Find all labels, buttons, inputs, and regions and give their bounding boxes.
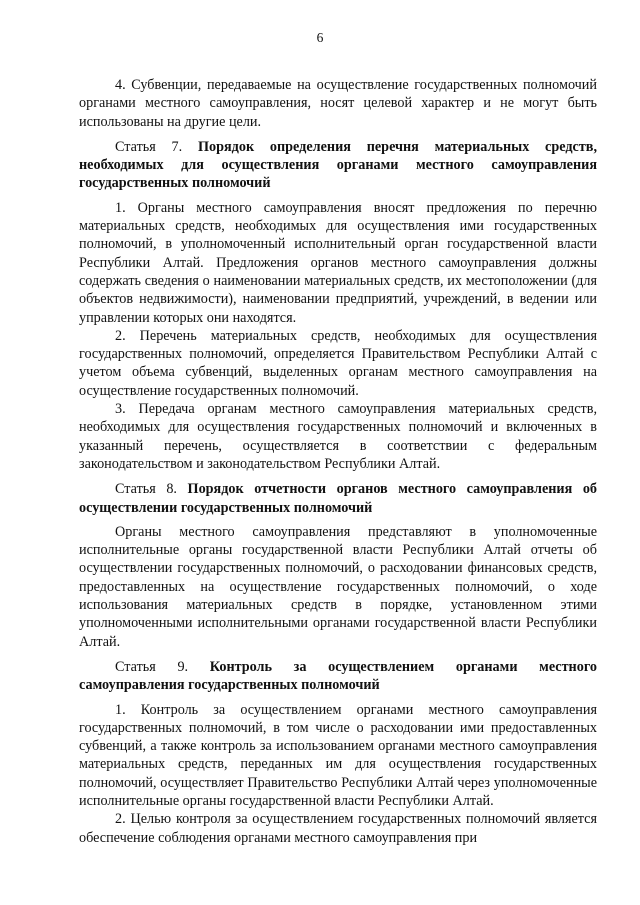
document-body (79, 76, 597, 847)
article-7-paragraph-2: 2. Перечень материальных средств, необходимых для осуществления государственных полномочий, определяется Правительством Республики Алтай с учетом объема субвенций, выделенных органам местного самоуправления на осуществление государственных полномочий. (79, 327, 597, 399)
article-9-heading (79, 658, 597, 695)
article-7-paragraph-1: 1. Органы местного самоуправления вносят предложения по перечню материальных средств, необходимых для осуществления ими государственных полномочий, в уполномоченный исполнительный орган государственной власти Республики Алтай. Предложения органов местного самоуправления должны содержать сведения о наименовании материальных средств, их местоположении (для объектов недвижимости), наименовании предприятий, учреждений, в ведении или управлении которых они находятся. (79, 199, 597, 326)
article-7-heading (79, 138, 597, 193)
article-7-paragraph-3: 3. Передача органам местного самоуправления материальных средств, необходимых для осуществления государственных полномочий и включенных в указанный перечень, осуществляется в соответствии с федеральным законодательством и законодательством Республики Алтай. (79, 401, 597, 472)
article-title: Порядок определения перечня материальных средств, необходимых для осуществления органами местного самоуправления государственных полномочий (79, 138, 598, 192)
article-8-paragraph: Органы местного самоуправления представляют в уполномоченные исполнительные органы государственной власти Республики Алтай отчеты об осуществлении государственных полномочий, о расходовании финансовых средств, предоставленных на осуществление государственных полномочий, о ходе использования материальных средств в порядке, установленном этими уполномоченными исполнительными органами государственной власти Республики Алтай. (79, 523, 597, 650)
article-label: Статья 9. (115, 658, 189, 675)
article-label: Статья 8. (115, 481, 177, 498)
article-9-paragraph-1: 1. Контроль за осуществлением органами местного самоуправления государственных полномочий, в том числе о расходовании ими предоставленных субвенций, а также контроль за использованием органами местного самоуправления материальных средств, переданных им для осуществления государственных полномочий, осуществляет Правительство Республики Алтай через уполномоченные исполнительные органы государственной власти Республики Алтай. (79, 701, 597, 809)
article-8-heading (79, 480, 597, 517)
article-title: Контроль за осуществлением органами местного самоуправления государственных полномочий (79, 658, 598, 694)
article-title: Порядок отчетности органов местного самоуправления об осуществлении государственных полномочий (79, 481, 598, 516)
paragraph-4-subventions: 4. Субвенции, передаваемые на осуществление государственных полномочий органами местного самоуправления, носят целевой характер и не могут быть использованы на другие цели. (79, 77, 597, 130)
article-label: Статья 7. (115, 138, 183, 155)
page-number: 6 (316, 30, 324, 45)
article-9-paragraph-2: 2. Целью контроля за осуществлением государственных полномочий является обеспечение соблюдения органами местного самоуправления при (79, 811, 597, 846)
